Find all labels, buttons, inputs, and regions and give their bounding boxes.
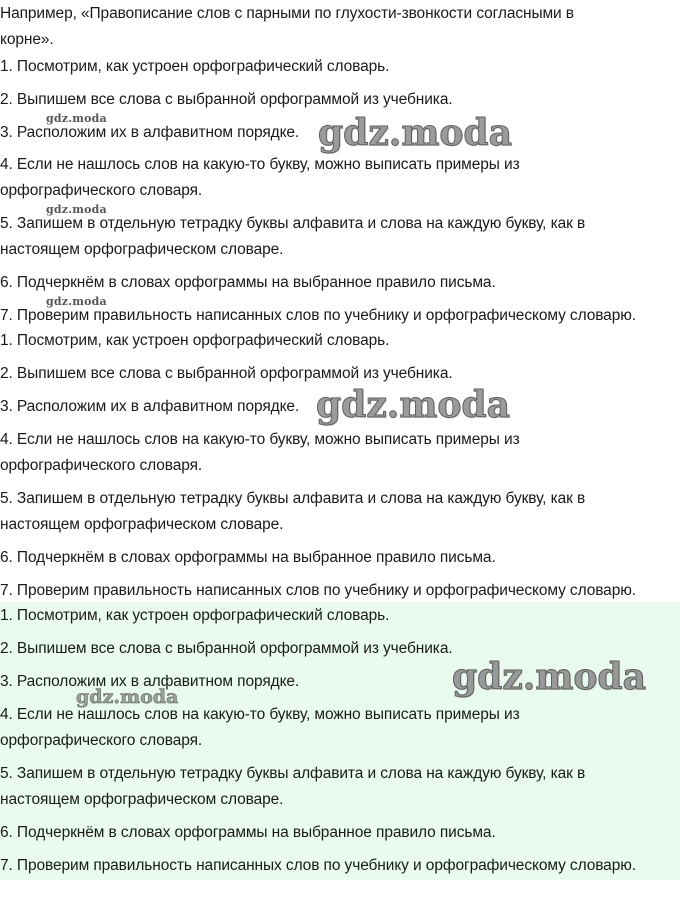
step-line: 5. Запишем в отдельную тетрадку буквы алфавита и слова на каждую букву, как в <box>0 490 586 507</box>
watermark: gdz.moda <box>46 203 107 216</box>
step-line: 1. Посмотрим, как устроен орфографический словарь. <box>0 332 390 349</box>
step-line: 4. Если не нашлось слов на какую-то букву, можно выписать примеры из <box>0 156 520 173</box>
step-line: орфографического словаря. <box>0 732 203 749</box>
watermark: gdz.moda <box>46 295 107 308</box>
step-line: 1. Посмотрим, как устроен орфографический словарь. <box>0 607 390 624</box>
step-line: 6. Подчеркнём в словах орфограммы на выбранное правило письма. <box>0 274 496 291</box>
step-line: 7. Проверим правильность написанных слов по учебнику и орфографическому словарю. <box>0 307 636 324</box>
step-line: настоящем орфографическом словаре. <box>0 791 284 808</box>
step-line: 3. Расположим их в алфавитном порядке. <box>0 673 300 690</box>
intro-line: корне». <box>0 31 54 48</box>
watermark: gdz.moda <box>316 384 510 426</box>
step-line: 2. Выпишем все слова с выбранной орфограммой из учебника. <box>0 365 453 382</box>
step-line: настоящем орфографическом словаре. <box>0 516 284 533</box>
step-line: 7. Проверим правильность написанных слов по учебнику и орфографическому словарю. <box>0 582 636 599</box>
watermark: gdz.moda <box>46 112 107 125</box>
step-line: 2. Выпишем все слова с выбранной орфограммой из учебника. <box>0 91 453 108</box>
step-line: 3. Расположим их в алфавитном порядке. <box>0 398 300 415</box>
step-line: настоящем орфографическом словаре. <box>0 241 284 258</box>
step-line: 5. Запишем в отдельную тетрадку буквы алфавита и слова на каждую букву, как в <box>0 215 586 232</box>
intro-line: Например, «Правописание слов с парными по глухости-звонкости согласными в <box>0 5 574 22</box>
step-line: орфографического словаря. <box>0 457 203 474</box>
step-line: 6. Подчеркнём в словах орфограммы на выбранное правило письма. <box>0 549 496 566</box>
watermark: gdz.moda <box>76 686 179 708</box>
step-line: 1. Посмотрим, как устроен орфографический словарь. <box>0 58 390 75</box>
step-line: 7. Проверим правильность написанных слов по учебнику и орфографическому словарю. <box>0 857 636 874</box>
step-line: 4. Если не нашлось слов на какую-то букву, можно выписать примеры из <box>0 706 520 723</box>
step-line: 2. Выпишем все слова с выбранной орфограммой из учебника. <box>0 640 453 657</box>
watermark: gdz.moda <box>452 656 646 698</box>
step-line: 6. Подчеркнём в словах орфограммы на выбранное правило письма. <box>0 824 496 841</box>
step-line: 5. Запишем в отдельную тетрадку буквы алфавита и слова на каждую букву, как в <box>0 765 586 782</box>
step-line: 3. Расположим их в алфавитном порядке. <box>0 124 300 141</box>
step-line: 4. Если не нашлось слов на какую-то букву, можно выписать примеры из <box>0 431 520 448</box>
step-line: орфографического словаря. <box>0 182 203 199</box>
watermark: gdz.moda <box>318 112 512 154</box>
